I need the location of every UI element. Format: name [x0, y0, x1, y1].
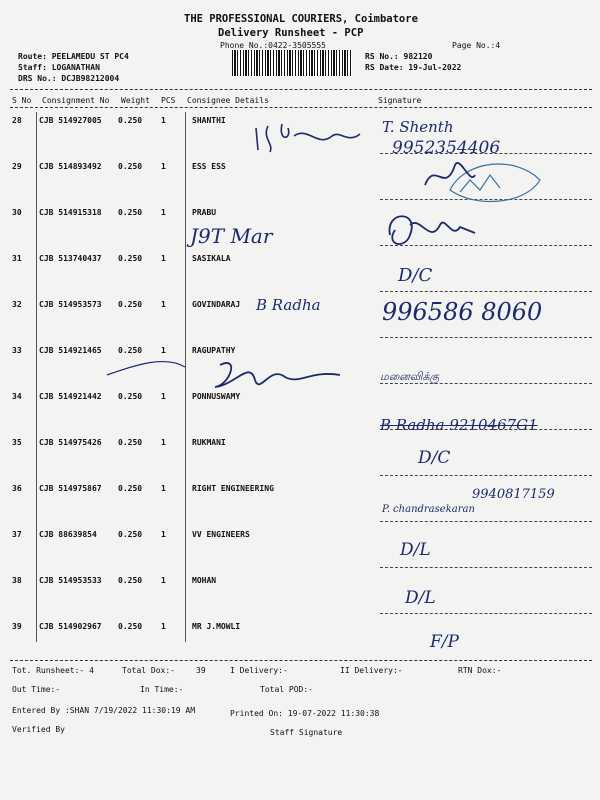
row-consignee: RIGHT ENGINEERING — [192, 484, 274, 493]
row-consignment: CJB 514902967 — [39, 622, 102, 631]
verified-by: Verified By — [12, 725, 65, 734]
in-time: In Time:- — [140, 685, 184, 694]
table-row — [0, 248, 600, 294]
handwritten-mark: D/L — [400, 540, 431, 560]
handwritten-signature — [210, 355, 350, 400]
row-consignment: CJB 514975867 — [39, 484, 102, 493]
ii-delivery: II Delivery:- — [340, 666, 403, 675]
row-weight: 0.250 — [118, 392, 143, 401]
rs-number: RS No.: 982120 — [365, 52, 433, 61]
row-consignee: MR J.MOWLI — [192, 622, 241, 631]
table-row — [0, 616, 600, 662]
handwritten-mark: D/C — [418, 448, 451, 468]
barcode — [232, 50, 352, 76]
row-pcs: 1 — [161, 208, 166, 217]
row-consignee: PRABU — [192, 208, 217, 217]
tot-runsheet: Tot. Runsheet:- 4 — [12, 666, 94, 675]
handwritten-mark: F/P — [430, 632, 459, 652]
drs-number: DRS No.: DCJB98212004 — [18, 74, 120, 83]
handwritten-signature: P. chandrasekaran — [382, 504, 475, 515]
row-consignee: ESS ESS — [192, 162, 226, 171]
handwritten-signature: T. Shenth — [382, 118, 454, 136]
row-weight: 0.250 — [118, 208, 143, 217]
row-weight: 0.250 — [118, 116, 143, 125]
row-divider — [380, 475, 592, 476]
handwritten-name: B Radha — [256, 296, 321, 314]
out-time: Out Time:- — [12, 685, 61, 694]
row-pcs: 1 — [161, 300, 166, 309]
rtn-dox: RTN Dox:- — [458, 666, 502, 675]
row-pcs: 1 — [161, 346, 166, 355]
row-consignment: CJB 514927005 — [39, 116, 102, 125]
row-weight: 0.250 — [118, 300, 143, 309]
table-row — [0, 570, 600, 616]
row-consignment: CJB 514975426 — [39, 438, 102, 447]
row-pcs: 1 — [161, 622, 166, 631]
row-sno: 31 — [12, 254, 22, 263]
handwritten-tamil: மனைவிக்கு — [380, 370, 440, 383]
handwritten-phone: 996586 8060 — [382, 298, 543, 326]
staff: Staff: LOGANATHAN — [18, 63, 100, 72]
row-sno: 38 — [12, 576, 22, 585]
row-consignee: VV ENGINEERS — [192, 530, 250, 539]
row-weight: 0.250 — [118, 622, 143, 631]
row-divider — [380, 337, 592, 338]
row-consignee: RUKMANI — [192, 438, 226, 447]
row-consignee: MOHAN — [192, 576, 217, 585]
row-consignment: CJB 88639854 — [39, 530, 97, 539]
col-consignee: Consignee Details — [187, 96, 269, 105]
phone-number: Phone No.:0422-3505555 — [220, 41, 326, 50]
row-sno: 28 — [12, 116, 22, 125]
table-row — [0, 524, 600, 570]
company-title: THE PROFESSIONAL COURIERS, Coimbatore — [184, 13, 418, 25]
row-weight: 0.250 — [118, 438, 143, 447]
row-pcs: 1 — [161, 162, 166, 171]
row-consignment: CJB 514921442 — [39, 392, 102, 401]
row-sno: 33 — [12, 346, 22, 355]
row-sno: 32 — [12, 300, 22, 309]
printed-on: Printed On: 19-07-2022 11:30:38 — [230, 709, 380, 718]
row-consignee: RAGUPATHY — [192, 346, 236, 355]
handwritten-signature — [248, 118, 368, 158]
row-sno: 30 — [12, 208, 22, 217]
row-consignment: CJB 514893492 — [39, 162, 102, 171]
row-sno: 29 — [12, 162, 22, 171]
row-sno: 37 — [12, 530, 22, 539]
handwritten-phone: 9952354406 — [392, 138, 501, 158]
row-weight: 0.250 — [118, 162, 143, 171]
row-divider — [380, 521, 592, 522]
row-consignee: PONNUSWAMY — [192, 392, 241, 401]
row-pcs: 1 — [161, 484, 166, 493]
i-delivery: I Delivery:- — [230, 666, 288, 675]
handwritten-mark — [420, 155, 480, 195]
handwritten-phone: B Radha 9210467G1 — [380, 416, 538, 434]
footer-divider — [10, 660, 592, 661]
row-divider — [380, 291, 592, 292]
col-consignment: Consignment No — [42, 96, 110, 105]
row-consignment: CJB 514915318 — [39, 208, 102, 217]
total-pod: Total POD:- — [260, 685, 313, 694]
row-sno: 39 — [12, 622, 22, 631]
col-weight: Weight — [121, 96, 150, 105]
handwritten-phone: 9940817159 — [472, 487, 555, 502]
handwritten-mark: D/C — [398, 265, 433, 286]
col-pcs: PCS — [161, 96, 176, 105]
row-weight: 0.250 — [118, 530, 143, 539]
row-weight: 0.250 — [118, 576, 143, 585]
header-divider-bottom — [10, 107, 592, 108]
row-consignment: CJB 513740437 — [39, 254, 102, 263]
handwritten-signature — [380, 205, 480, 255]
row-pcs: 1 — [161, 576, 166, 585]
row-weight: 0.250 — [118, 346, 143, 355]
total-dox: Total Dox:- — [122, 666, 175, 675]
row-weight: 0.250 — [118, 254, 143, 263]
entered-by: Entered By :SHAN 7/19/2022 11:30:19 AM — [12, 706, 196, 715]
row-divider — [380, 613, 592, 614]
total-dox-value: 39 — [196, 666, 206, 675]
row-consignment: CJB 514921465 — [39, 346, 102, 355]
row-sno: 35 — [12, 438, 22, 447]
page-number: Page No.:4 — [452, 41, 501, 50]
handwritten-mark: D/L — [405, 588, 436, 608]
row-pcs: 1 — [161, 438, 166, 447]
row-pcs: 1 — [161, 530, 166, 539]
staff-signature: Staff Signature — [270, 728, 343, 737]
handwritten-name: J9T Mar — [190, 224, 273, 248]
col-sno: S No — [12, 96, 32, 105]
rs-date: RS Date: 19-Jul-2022 — [365, 63, 462, 72]
row-consignee: GOVINDARAJ — [192, 300, 241, 309]
row-pcs: 1 — [161, 392, 166, 401]
row-pcs: 1 — [161, 116, 166, 125]
col-signature: Signature — [378, 96, 422, 105]
row-divider — [380, 567, 592, 568]
runsheet-subtitle: Delivery Runsheet - PCP — [218, 27, 364, 39]
header-divider-top — [10, 89, 592, 90]
route: Route: PEELAMEDU ST PC4 — [18, 52, 129, 61]
row-pcs: 1 — [161, 254, 166, 263]
row-consignee: SHANTHI — [192, 116, 226, 125]
table-row — [0, 432, 600, 478]
row-weight: 0.250 — [118, 484, 143, 493]
row-consignment: CJB 514953533 — [39, 576, 102, 585]
row-sno: 36 — [12, 484, 22, 493]
row-sno: 34 — [12, 392, 22, 401]
row-consignment: CJB 514953573 — [39, 300, 102, 309]
row-consignee: SASIKALA — [192, 254, 231, 263]
